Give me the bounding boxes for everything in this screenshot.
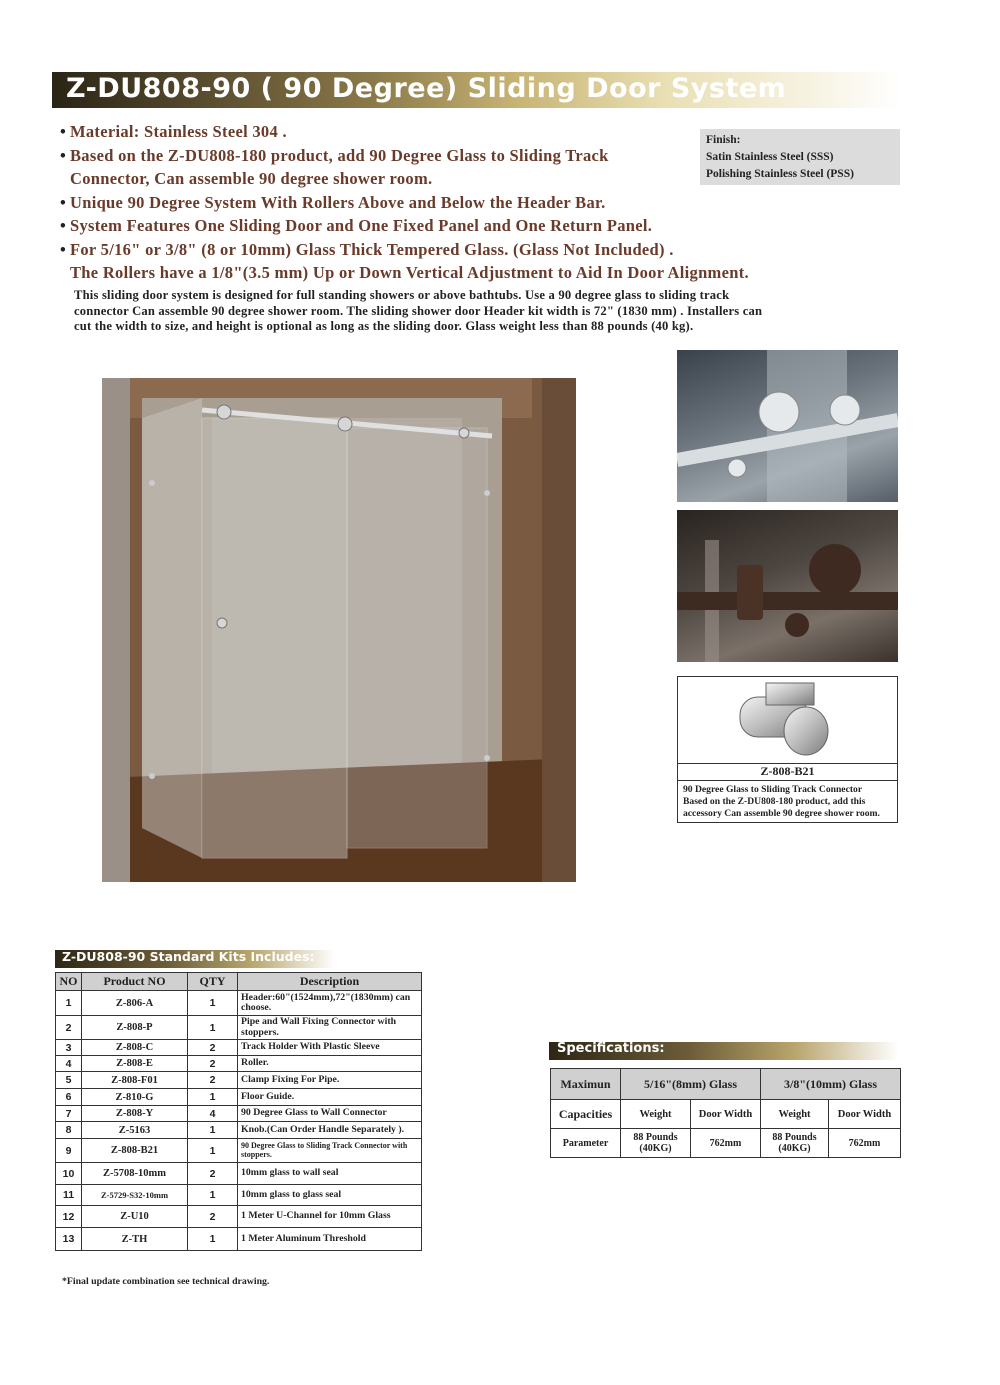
spec-parameter: Parameter (551, 1129, 621, 1158)
accessory-photo (677, 676, 898, 764)
table-row: 12 Z-U10 2 1 Meter U-Channel for 10mm Glass (56, 1206, 422, 1228)
connector-part-icon (678, 677, 897, 763)
spec-weight-label: Weight (761, 1100, 829, 1129)
spec-subheader-row (551, 1100, 901, 1129)
spec-table (550, 1068, 901, 1158)
col-header-product: Product NO (82, 973, 188, 991)
spec-weight-value: 88 Pounds (40KG) (621, 1129, 691, 1158)
caption-line: accessory Can assemble 90 degree shower room. (683, 808, 880, 819)
shower-illustration (102, 378, 576, 882)
accessory-code: Z-808-B21 (677, 763, 898, 781)
table-row: 7 Z-808-Y 4 90 Degree Glass to Wall Connector (56, 1106, 422, 1122)
bullet-dot: • (60, 192, 67, 212)
table-row: 5 Z-808-F01 2 Clamp Fixing For Pipe. (56, 1072, 422, 1089)
spec-value-row (551, 1129, 901, 1158)
kits-header-row (56, 973, 422, 991)
detail-photo-top-roller (677, 350, 898, 502)
spec-weight-value: 88 Pounds (40KG) (761, 1129, 829, 1158)
spec-door-width-label: Door Width (691, 1100, 761, 1129)
col-header-qty: QTY (188, 973, 238, 991)
spec-header-row (551, 1069, 901, 1100)
feature-item: The Rollers have a 1/8"(3.5 mm) Up or Down Vertical Adjustment to Aid In Door Alignment. (70, 263, 749, 282)
roller-illustration (677, 350, 898, 502)
finish-label: Finish: (706, 134, 741, 146)
description-line: cut the width to size, and height is optional as long as the sliding door. Glass weight less than 88 pounds (40 kg). (74, 319, 694, 333)
kits-footnote: *Final update combination see technical drawing. (62, 1276, 270, 1287)
finish-option: Polishing Stainless Steel (PSS) (706, 168, 854, 180)
accessory-caption (677, 781, 898, 823)
table-row: 4 Z-808-E 2 Roller. (56, 1056, 422, 1072)
bullet-dot: • (60, 122, 67, 141)
table-row: 2 Z-808-P 1 Pipe and Wall Fixing Connector with stoppers. (56, 1016, 422, 1040)
kits-title: Z-DU808-90 Standard Kits Includes: (62, 949, 315, 964)
table-row: 8 Z-5163 1 Knob.(Can Order Handle Separately ). (56, 1122, 422, 1139)
kits-table (55, 972, 422, 1251)
table-row: 9 Z-808-B21 1 90 Degree Glass to Sliding Track Connector with stoppers. (56, 1139, 422, 1163)
spec-8mm-header: 5/16"(8mm) Glass (621, 1069, 761, 1100)
spec-title: Specifications: (557, 1041, 665, 1056)
feature-item: • For 5/16" or 3/8" (8 or 10mm) Glass Thick Tempered Glass. (Glass Not Included) . (60, 238, 840, 262)
shower-photo (102, 378, 576, 882)
col-header-description: Description (238, 973, 422, 991)
spec-maximun: Maximun (551, 1069, 621, 1100)
caption-line: Based on the Z-DU808-180 product, add this (683, 796, 866, 807)
spec-weight-label: Weight (621, 1100, 691, 1129)
description-line: This sliding door system is designed for full standing showers or above bathtubs. Use a 90 degree glass to sliding track (74, 288, 730, 302)
table-row: 6 Z-810-G 1 Floor Guide. (56, 1089, 422, 1106)
table-row: 3 Z-808-C 2 Track Holder With Plastic Sleeve (56, 1040, 422, 1056)
bullet-dot: • (60, 239, 67, 259)
spec-width-value: 762mm (829, 1129, 901, 1158)
feature-item: Connector, Can assemble 90 degree shower room. (70, 169, 433, 188)
feature-item: • Based on the Z-DU808-180 product, add 90 Degree Glass to Sliding Track (60, 144, 840, 168)
bullet-dot: • (60, 145, 67, 165)
spec-10mm-header: 3/8"(10mm) Glass (761, 1069, 901, 1100)
feature-item: • Material: Stainless Steel 304 . (60, 120, 840, 144)
description-line: connector Can assemble 90 degree shower room. The sliding shower door Header kit width is 72" (1830 mm) . Installers can (74, 303, 763, 318)
table-row: 10 Z-5708-10mm 2 10mm glass to wall seal (56, 1163, 422, 1185)
description (74, 288, 904, 335)
col-header-no: NO (56, 973, 82, 991)
bullet-dot: • (60, 216, 67, 235)
table-row: 11 Z-5729-S32-10mm 1 10mm glass to glass seal (56, 1185, 422, 1206)
page-title: Z-DU808-90 ( 90 Degree) Sliding Door System (66, 73, 787, 104)
finish-box (700, 129, 900, 185)
connector-illustration (677, 510, 898, 662)
table-row: 13 Z-TH 1 1 Meter Aluminum Threshold (56, 1228, 422, 1251)
feature-item: • System Features One Sliding Door and One Fixed Panel and One Return Panel. (60, 214, 840, 238)
table-row: 1 Z-806-A 1 Header:60"(1524mm),72"(1830mm) can choose. (56, 991, 422, 1016)
detail-photo-wall-connector (677, 510, 898, 662)
finish-option: Satin Stainless Steel (SSS) (706, 151, 834, 163)
caption-line: 90 Degree Glass to Sliding Track Connector (683, 784, 863, 795)
spec-capacities: Capacities (551, 1100, 621, 1129)
spec-door-width-label: Door Width (829, 1100, 901, 1129)
feature-item: • Unique 90 Degree System With Rollers Above and Below the Header Bar. (60, 191, 840, 215)
spec-width-value: 762mm (691, 1129, 761, 1158)
